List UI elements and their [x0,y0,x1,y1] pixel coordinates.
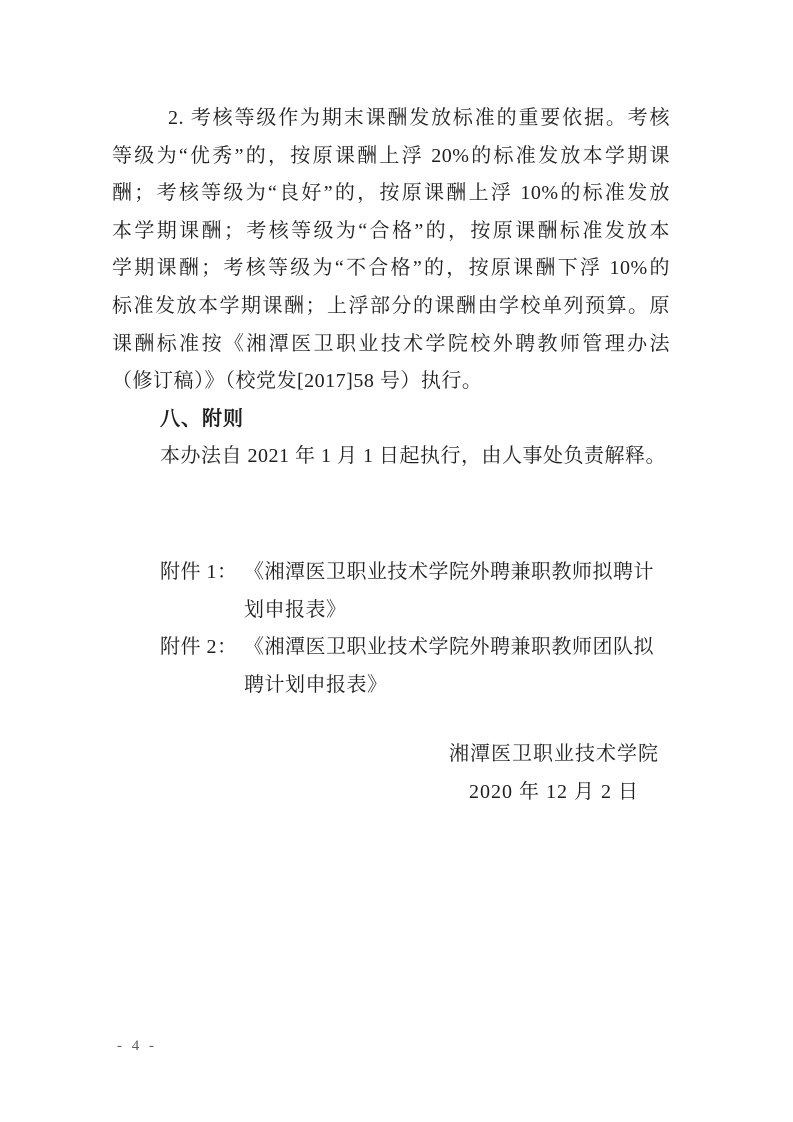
attachment-1-label: 附件 1： [160,560,238,583]
attachment-2-label: 附件 2： [160,636,238,659]
vertical-spacer [112,476,670,554]
attachment-2-row [112,629,670,667]
paragraph-line: 课酬标准按《湘潭医卫职业技术学院校外聘教师管理办法 [112,332,670,355]
attachment-1-title-line1: 《湘潭医卫职业技术学院外聘兼职教师拟聘计 [244,560,654,583]
paragraph-line: 2. 考核等级作为期末课酬发放标准的重要依据。考核 [168,107,670,129]
paragraph-line: 学期课酬；考核等级为“不合格”的，按原课酬下浮 10%的 [112,257,670,280]
signature-date: 2020 年 12 月 2 日 [469,780,639,803]
paragraph-line: 酬；考核等级为“良好”的，按原课酬上浮 10%的标准发放 [112,182,670,205]
signature-organization: 湘潭医卫职业技术学院 [449,743,659,766]
attachment-1-row [112,554,670,592]
page-number: - 4 - [117,1038,157,1054]
document-body [112,100,670,812]
attachment-1-title-line2: 划申报表》 [244,598,347,621]
paragraph-line: 标准发放本学期课酬；上浮部分的课酬由学校单列预算。原 [112,294,670,317]
paragraph-line: 等级为“优秀”的，按原课酬上浮 20%的标准发放本学期课 [112,144,670,167]
effective-clause: 本办法自 2021 年 1 月 1 日起执行，由人事处负责解释。 [160,445,666,468]
vertical-spacer [112,704,670,736]
attachment-2-title-line2: 聘计划申报表》 [244,673,388,696]
paragraph-line: （修订稿）》（校党发[2017]58 号）执行。 [112,370,483,393]
attachment-2-title-line1: 《湘潭医卫职业技术学院外聘兼职教师团队拟 [244,636,654,659]
paragraph-line: 本学期课酬；考核等级为“合格”的，按原课酬标准发放本 [112,219,670,242]
section-heading: 八、附则 [160,407,244,430]
signature-block [432,736,676,811]
